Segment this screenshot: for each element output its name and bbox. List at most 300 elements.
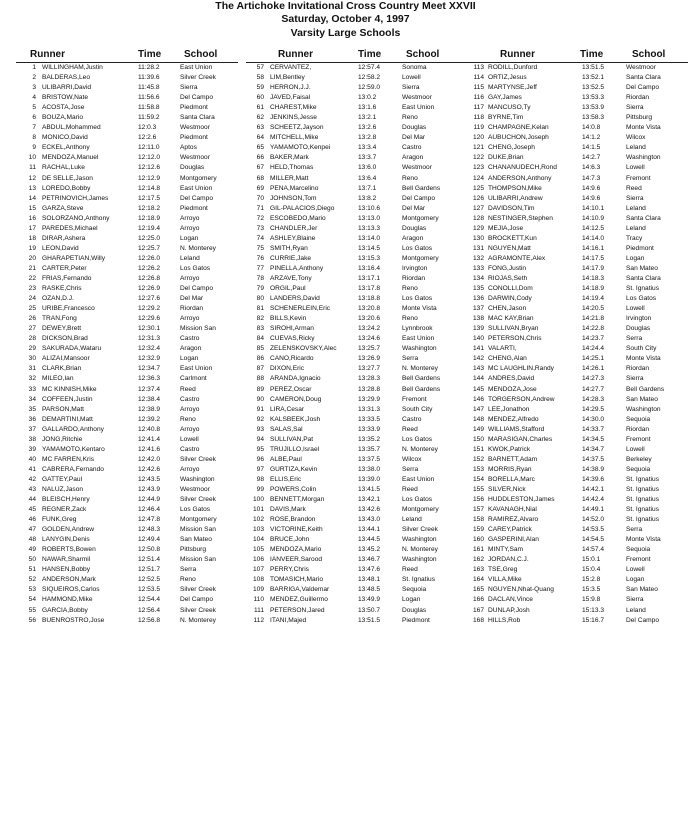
result-row <box>462 113 688 123</box>
result-name: BYRNE,Tim <box>488 114 524 122</box>
result-school: St. Ignatius <box>626 485 659 493</box>
result-place: 156 <box>472 496 484 504</box>
result-time: 12:12.0 <box>138 154 160 162</box>
result-row <box>462 73 688 83</box>
result-school: Pittsburg <box>180 546 207 554</box>
result-school: Santa Clara <box>626 74 661 82</box>
result-row <box>16 194 238 204</box>
result-school: Arroyo <box>180 224 200 232</box>
result-school: East Union <box>180 365 213 373</box>
result-place: 55 <box>28 606 36 614</box>
result-row <box>246 395 464 405</box>
result-time: 12:40.8 <box>138 425 160 433</box>
result-row <box>246 595 464 605</box>
column-header <box>16 48 238 63</box>
result-row <box>16 374 238 384</box>
result-row <box>16 123 238 133</box>
result-time: 13:28.8 <box>358 385 380 393</box>
result-name: RIOJAS,Seth <box>488 274 528 282</box>
result-place: 90 <box>256 395 264 403</box>
result-school: Sequoia <box>626 415 651 423</box>
result-row <box>16 435 238 445</box>
result-name: CHENG,Joseph <box>488 144 535 152</box>
result-place: 47 <box>28 526 36 534</box>
result-row <box>246 364 464 374</box>
result-school: Piedmont <box>180 104 208 112</box>
result-school: Sierra <box>626 375 644 383</box>
result-row <box>462 83 688 93</box>
division-title: Varsity Large Schools <box>290 27 401 39</box>
result-place: 3 <box>32 84 36 92</box>
result-row <box>16 284 238 294</box>
result-row <box>16 184 238 194</box>
result-school: Westmoor <box>402 94 432 102</box>
result-place: 84 <box>256 335 264 343</box>
result-row <box>16 204 238 214</box>
result-school: East Union <box>180 184 213 192</box>
result-name: THOMPSON,Mike <box>488 184 542 192</box>
result-name: MENDOZA,Manuel <box>42 154 99 162</box>
result-place: 135 <box>472 285 484 293</box>
result-name: BRUCE,John <box>270 536 310 544</box>
result-name: ULIBARRI,Andrew <box>488 194 543 202</box>
result-place: 24 <box>28 295 36 303</box>
result-row <box>16 274 238 284</box>
result-row <box>462 354 688 364</box>
result-place: 32 <box>28 375 36 383</box>
time-header: Time <box>358 49 382 60</box>
result-time: 12:12.9 <box>138 174 160 182</box>
result-time: 12:42.6 <box>138 465 160 473</box>
result-time: 14:49.1 <box>582 506 604 514</box>
result-name: PENA,Marcelino <box>270 184 319 192</box>
result-name: DE SELLE,Jason <box>42 174 93 182</box>
result-row <box>462 505 688 515</box>
result-school: East Union <box>402 335 435 343</box>
result-time: 14:19.4 <box>582 295 604 303</box>
results-column-2 <box>246 48 464 626</box>
result-place: 62 <box>256 114 264 122</box>
result-time: 13:17.1 <box>358 274 380 282</box>
result-place: 118 <box>473 114 484 122</box>
result-name: CAREY,Patrick <box>488 526 532 534</box>
result-school: Washington <box>626 154 661 162</box>
result-row <box>462 234 688 244</box>
result-row <box>16 344 238 354</box>
result-school: Arroyo <box>180 465 200 473</box>
result-school: Sequoia <box>626 465 651 473</box>
result-name: COFFEEN,Justin <box>42 395 93 403</box>
result-school: Lowell <box>180 435 199 443</box>
result-school: Riordan <box>626 94 650 102</box>
result-name: ARZAVE,Tony <box>270 274 312 282</box>
result-school: Reno <box>180 415 196 423</box>
result-row <box>462 294 688 304</box>
result-place: 139 <box>472 325 484 333</box>
result-school: Washington <box>402 536 437 544</box>
result-school: Westmoor <box>626 64 656 71</box>
result-name: NESTINGER,Stephen <box>488 214 553 222</box>
result-row <box>462 616 688 626</box>
result-name: BORELLA,Marc <box>488 475 535 483</box>
result-name: ZELENSKOVSKY,Alec <box>270 345 337 353</box>
result-time: 12:38.9 <box>138 405 160 413</box>
result-time: 14:26.1 <box>582 365 604 373</box>
result-name: RACHAL,Luke <box>42 164 85 172</box>
result-school: Los Gatos <box>402 435 433 443</box>
result-name: IANVEER,Sarood <box>270 556 323 564</box>
result-place: 58 <box>256 74 264 82</box>
result-school: Serra <box>402 465 419 473</box>
result-row <box>16 143 238 153</box>
result-school: Aptos <box>180 144 197 152</box>
result-school: Bell Gardens <box>402 184 441 192</box>
result-time: 12:30.1 <box>138 325 160 333</box>
result-school: Sierra <box>626 194 644 202</box>
result-school: Westmoor <box>180 485 210 493</box>
result-place: 134 <box>472 274 484 282</box>
result-row <box>16 294 238 304</box>
result-name: PETERSON,Chris <box>488 335 542 343</box>
result-place: 57 <box>256 64 264 71</box>
result-school: Piedmont <box>626 244 654 252</box>
result-time: 12:17.5 <box>138 194 160 202</box>
result-name: PINELLA,Anthony <box>270 264 324 272</box>
result-name: SALAS,Sal <box>270 425 303 433</box>
result-time: 12:50.8 <box>138 546 160 554</box>
result-place: 153 <box>472 465 484 473</box>
result-school: Logan <box>402 596 421 604</box>
result-time: 13:43.0 <box>358 516 380 524</box>
result-name: TSE,Greg <box>488 566 518 574</box>
result-name: NGUYEN,Matt <box>488 244 531 252</box>
result-place: 158 <box>472 516 484 524</box>
result-school: Washington <box>402 556 437 564</box>
result-row <box>246 545 464 555</box>
result-school: Sierra <box>180 84 198 92</box>
result-school: N. Monterey <box>402 445 438 453</box>
result-name: GIL-PALACIOS,Diego <box>270 204 335 212</box>
result-school: Silver Creek <box>180 606 216 614</box>
result-time: 13:20.6 <box>358 315 380 323</box>
result-time: 14:12.5 <box>582 224 604 232</box>
result-name: MARASIGAN,Charles <box>488 435 553 443</box>
result-time: 14:28.3 <box>582 395 604 403</box>
result-row <box>246 334 464 344</box>
result-place: 126 <box>472 194 484 202</box>
result-school: Arroyo <box>180 425 200 433</box>
result-place: 18 <box>28 234 36 242</box>
result-row <box>462 545 688 555</box>
result-name: BRISTOW,Nate <box>42 94 89 102</box>
result-name: GHARAPETIAN,Willy <box>42 254 106 262</box>
result-row <box>16 425 238 435</box>
result-place: 43 <box>28 485 36 493</box>
result-time: 12:58.2 <box>358 74 380 82</box>
result-place: 28 <box>28 335 36 343</box>
result-row <box>462 415 688 425</box>
column-header <box>462 48 688 63</box>
result-school: Bell Gardens <box>402 375 441 383</box>
result-place: 148 <box>472 415 484 423</box>
result-time: 13:35.7 <box>358 445 380 453</box>
result-name: VICTORINE,Keith <box>270 526 323 534</box>
result-school: Santa Clara <box>626 274 661 282</box>
result-time: 12:53.5 <box>138 586 160 594</box>
result-name: MINTY,Sam <box>488 546 524 554</box>
result-school: Washington <box>180 475 215 483</box>
result-row <box>462 63 688 73</box>
result-place: 52 <box>28 576 36 584</box>
result-row <box>246 83 464 93</box>
result-place: 89 <box>256 385 264 393</box>
result-school: Santa Clara <box>180 114 215 122</box>
result-place: 41 <box>28 465 36 473</box>
result-place: 78 <box>256 274 264 282</box>
result-place: 124 <box>472 174 484 182</box>
result-name: SILVER,Nick <box>488 485 526 493</box>
result-name: CHANANUDECH,Rond <box>488 164 557 172</box>
result-name: LEE,Jonathon <box>488 405 530 413</box>
result-row <box>246 525 464 535</box>
result-school: Serra <box>626 335 643 343</box>
result-row <box>16 93 238 103</box>
result-time: 13:44.5 <box>358 536 380 544</box>
result-row <box>462 163 688 173</box>
result-time: 14:52.0 <box>582 516 604 524</box>
result-place: 151 <box>472 445 484 453</box>
result-name: HANSEN,Bobby <box>42 566 91 574</box>
result-time: 13:13.3 <box>358 224 380 232</box>
result-time: 14:10.1 <box>582 204 604 212</box>
result-row <box>462 585 688 595</box>
result-school: Westmoor <box>402 164 432 172</box>
result-row <box>246 475 464 485</box>
result-school: Sonoma <box>402 64 427 71</box>
result-school: Del Campo <box>402 194 435 202</box>
result-name: DIRAR,Ashera <box>42 234 86 242</box>
result-time: 14:0.8 <box>582 124 601 132</box>
result-place: 39 <box>28 445 36 453</box>
result-school: Wilcox <box>402 455 422 463</box>
result-time: 12:43.5 <box>138 475 160 483</box>
result-school: Arroyo <box>180 315 200 323</box>
result-name: JAVED,Faisal <box>270 94 311 102</box>
result-school: Serra <box>626 526 643 534</box>
result-place: 82 <box>256 315 264 323</box>
result-place: 165 <box>472 586 484 594</box>
result-time: 13:1.6 <box>358 104 377 112</box>
result-school: Logan <box>180 234 199 242</box>
result-row <box>246 585 464 595</box>
result-time: 14:16.1 <box>582 244 604 252</box>
result-row <box>16 475 238 485</box>
result-name: ASHLEY,Blaine <box>270 234 316 242</box>
result-place: 8 <box>32 134 36 142</box>
result-row <box>246 435 464 445</box>
result-time: 14:33.7 <box>582 425 604 433</box>
result-place: 45 <box>28 506 36 514</box>
result-row <box>462 595 688 605</box>
result-name: LANYGIN,Denis <box>42 536 90 544</box>
result-name: GARZA,Steve <box>42 204 84 212</box>
result-row <box>462 143 688 153</box>
result-row <box>16 585 238 595</box>
result-school: South City <box>626 345 657 353</box>
result-place: 13 <box>28 184 36 192</box>
result-row <box>246 565 464 575</box>
result-name: ARANDA,Ignacio <box>270 375 321 383</box>
result-school: Westmoor <box>180 154 210 162</box>
result-time: 15:0.4 <box>582 566 601 574</box>
result-row <box>16 113 238 123</box>
result-name: AGRAMONTE,Alex <box>488 254 546 262</box>
result-time: 12:11.0 <box>138 144 160 152</box>
result-school: Los Gatos <box>626 295 657 303</box>
result-school: Montgomery <box>180 174 217 182</box>
result-row <box>246 153 464 163</box>
result-place: 128 <box>472 214 484 222</box>
result-row <box>246 495 464 505</box>
result-row <box>16 63 238 73</box>
result-place: 85 <box>256 345 264 353</box>
result-time: 14:39.6 <box>582 475 604 483</box>
result-time: 12:0.3 <box>138 124 157 132</box>
result-place: 80 <box>256 295 264 303</box>
result-place: 81 <box>256 305 264 313</box>
result-time: 12:54.4 <box>138 596 160 604</box>
result-name: NALUZ,Jason <box>42 485 84 493</box>
result-place: 100 <box>252 496 264 504</box>
result-place: 97 <box>256 465 264 473</box>
result-school: Sierra <box>402 84 420 92</box>
result-time: 12:56.8 <box>138 616 160 624</box>
result-row <box>16 455 238 465</box>
result-school: St. Ignatius <box>626 496 659 504</box>
result-name: DAVIDSON,Tim <box>488 204 535 212</box>
result-time: 14:30.0 <box>582 415 604 423</box>
result-name: ULIBARRI,David <box>42 84 92 92</box>
result-row <box>462 435 688 445</box>
result-time: 12:31.3 <box>138 335 160 343</box>
result-place: 25 <box>28 305 36 313</box>
result-school: Logan <box>626 576 645 584</box>
result-time: 13:45.2 <box>358 546 380 554</box>
result-school: Los Gatos <box>180 506 211 514</box>
result-time: 14:6.3 <box>582 164 601 172</box>
result-row <box>462 103 688 113</box>
result-place: 164 <box>472 576 484 584</box>
result-school: Del Campo <box>626 616 659 624</box>
result-place: 103 <box>252 526 264 534</box>
result-school: Douglas <box>402 606 427 614</box>
result-name: GURTIZA,Kevin <box>270 465 318 473</box>
result-school: N. Monterey <box>402 365 438 373</box>
result-name: SIROHI,Arman <box>270 325 314 333</box>
result-time: 14:34.5 <box>582 435 604 443</box>
result-row <box>246 555 464 565</box>
result-name: ALIZAI,Mansoor <box>42 355 90 363</box>
result-row <box>16 535 238 545</box>
result-place: 83 <box>256 325 264 333</box>
result-place: 168 <box>472 616 484 624</box>
result-time: 12:57.4 <box>358 64 380 71</box>
result-row <box>246 274 464 284</box>
result-school: Sierra <box>626 596 644 604</box>
result-name: CHENG,Alan <box>488 355 527 363</box>
result-school: Sequoia <box>402 586 427 594</box>
result-name: DAVIS,Mark <box>270 506 306 514</box>
result-row <box>462 395 688 405</box>
result-name: SMITH,Ryan <box>270 244 308 252</box>
result-time: 14:25.1 <box>582 355 604 363</box>
result-row <box>462 284 688 294</box>
result-time: 14:37.5 <box>582 455 604 463</box>
result-school: Douglas <box>626 325 651 333</box>
result-time: 12:26.8 <box>138 274 160 282</box>
result-name: YAMAMOTO,Kentaro <box>42 445 105 453</box>
result-time: 12:32.4 <box>138 345 160 353</box>
result-time: 11:39.6 <box>138 74 160 82</box>
result-name: MILEO,Ian <box>42 375 74 383</box>
result-time: 13:38.0 <box>358 465 380 473</box>
result-place: 51 <box>28 566 36 574</box>
result-place: 9 <box>32 144 36 152</box>
result-time: 12:36.3 <box>138 375 160 383</box>
result-time: 14:29.5 <box>582 405 604 413</box>
result-time: 13:8.2 <box>358 194 377 202</box>
result-school: South City <box>402 405 433 413</box>
result-row <box>462 525 688 535</box>
meet-date: Saturday, October 4, 1997 <box>281 13 410 25</box>
result-row <box>462 606 688 616</box>
result-school: Reed <box>402 566 418 574</box>
result-row <box>462 495 688 505</box>
result-school: Fremont <box>626 435 651 443</box>
result-name: DUNLAP,Josh <box>488 606 530 614</box>
result-time: 12:27.6 <box>138 295 160 303</box>
result-place: 33 <box>28 385 36 393</box>
result-name: SCHEETZ,Jayson <box>270 124 324 132</box>
result-school: Reno <box>402 114 418 122</box>
result-school: St. Ignatius <box>626 506 659 514</box>
result-time: 14:57.4 <box>582 546 604 554</box>
result-row <box>462 214 688 224</box>
result-place: 19 <box>28 244 36 252</box>
result-time: 12:26.0 <box>138 254 160 262</box>
result-time: 13:3.4 <box>358 144 377 152</box>
result-time: 12:46.4 <box>138 506 160 514</box>
result-time: 13:42.6 <box>358 506 380 514</box>
result-row <box>246 445 464 455</box>
result-time: 12:52.5 <box>138 576 160 584</box>
result-place: 141 <box>472 345 484 353</box>
result-place: 138 <box>472 315 484 323</box>
result-row <box>462 515 688 525</box>
result-name: GASPERINI,Alan <box>488 536 539 544</box>
result-place: 159 <box>472 526 484 534</box>
result-place: 2 <box>32 74 36 82</box>
result-school: Lynnbrook <box>402 325 433 333</box>
result-time: 11:56.6 <box>138 94 160 102</box>
result-name: BROCKETT,Kun <box>488 234 537 242</box>
result-place: 133 <box>472 264 484 272</box>
result-name: TRUJILLO,Israel <box>270 445 320 453</box>
result-place: 109 <box>252 586 264 594</box>
result-place: 160 <box>472 536 484 544</box>
result-name: REGNER,Zack <box>42 506 87 514</box>
result-place: 147 <box>472 405 484 413</box>
